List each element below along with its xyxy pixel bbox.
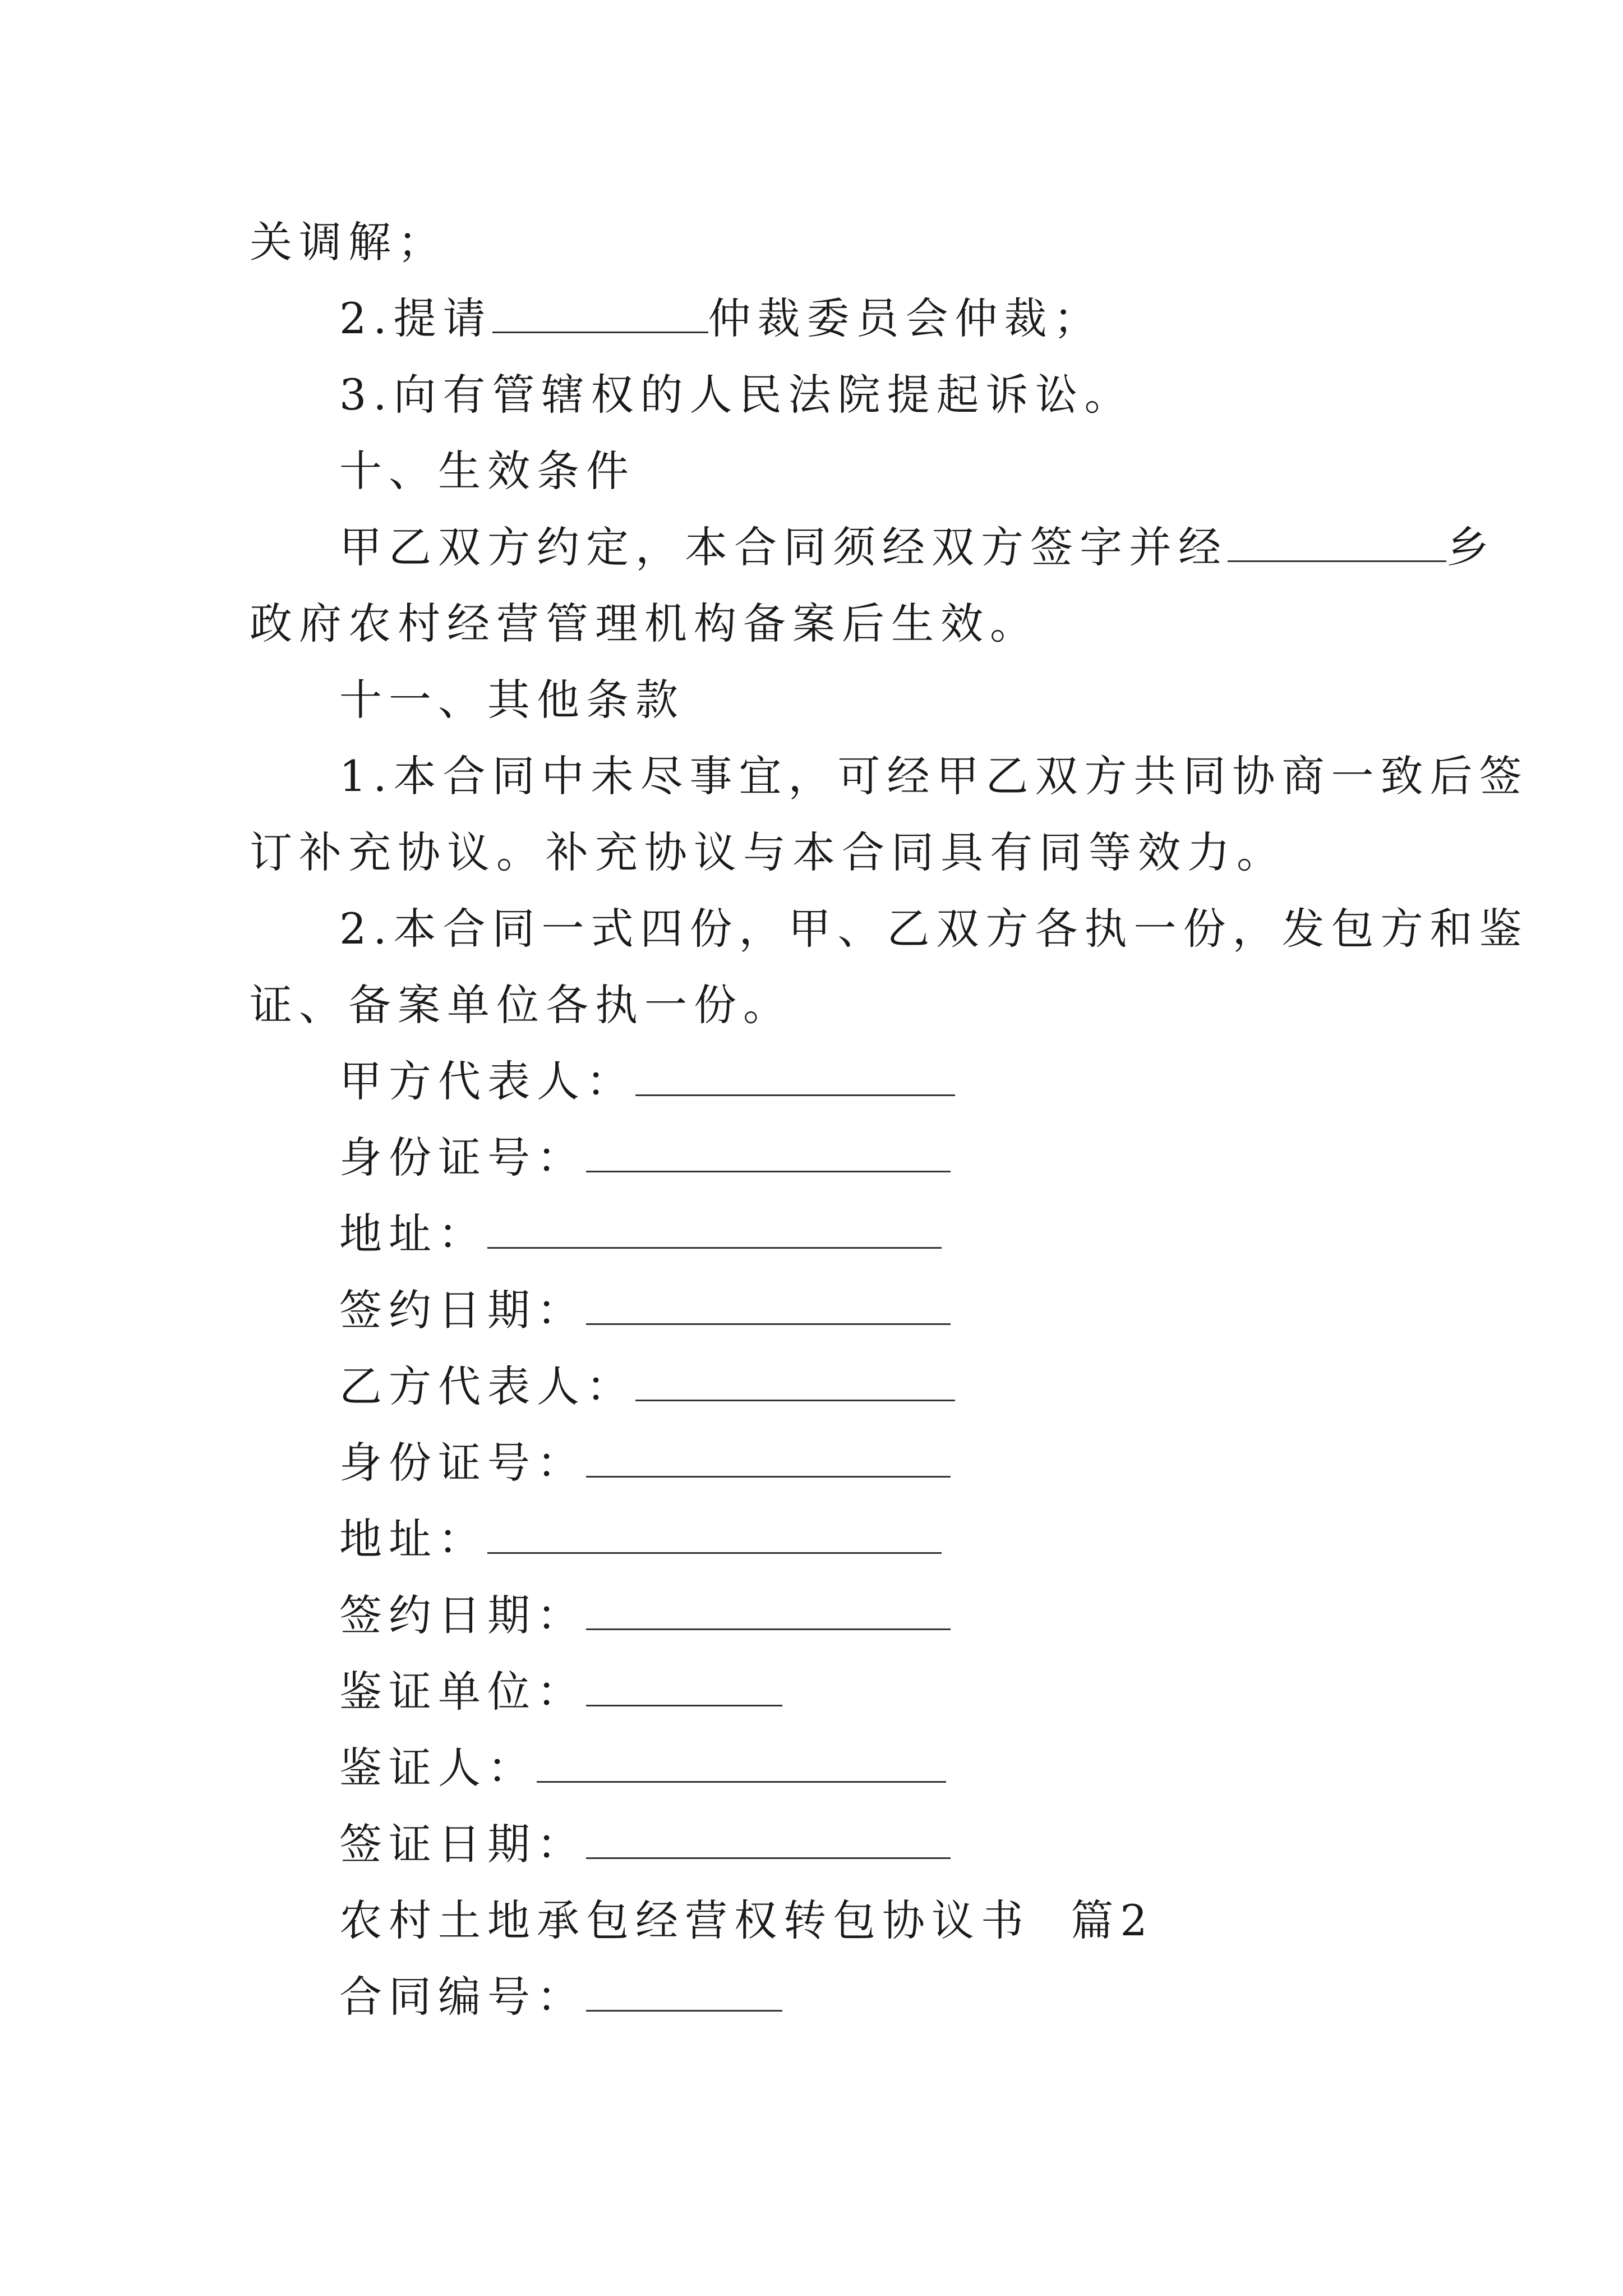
fill-in-blank[interactable] [586,1437,951,1478]
fill-in-blank[interactable] [492,292,708,333]
line-text: 订补充协议。补充协议与本合同具有同等效力。 [250,827,1286,877]
line-text: 十、生效条件 [339,446,635,496]
signature-field [339,1588,951,1644]
line-text: 仲裁委员会仲裁； [708,293,1103,343]
document-title [339,1893,1154,1949]
line-text: 3.向有管辖权的人民法院提起诉讼。 [339,370,1134,420]
signature-field [339,1206,942,1262]
fill-in-blank[interactable] [1228,521,1446,562]
text-line [250,825,1286,881]
line-text: 2.本合同一式四份，甲、乙双方各执一份，发包方和鉴 [339,904,1529,954]
fill-in-blank[interactable] [635,1055,955,1096]
fill-in-blank[interactable] [586,1131,951,1172]
text-line [250,214,447,270]
text-line [339,519,1496,576]
section-heading [339,672,685,728]
fill-in-blank[interactable] [586,1284,951,1325]
line-text: 1.本合同中未尽事宜，可经甲乙双方共同协商一致后签 [339,751,1529,801]
text-line [250,977,792,1033]
line-text: 2.提请 [339,293,492,343]
field-label: 签约日期： [339,1590,586,1640]
field-label: 身份证号： [339,1438,586,1488]
fill-in-blank[interactable] [487,1513,942,1554]
field-label: 地址： [339,1209,487,1259]
text-line [339,901,1529,957]
signature-field [339,1740,946,1796]
signature-field [339,1130,951,1186]
fill-in-blank[interactable] [586,1971,782,2012]
line-text: 关调解； [250,217,447,267]
text-line [339,291,1103,347]
signature-field [339,1664,782,1720]
fill-in-blank[interactable] [487,1208,942,1249]
line-text: 乡 [1446,522,1496,572]
fill-in-blank[interactable] [635,1360,955,1401]
signature-field [339,1359,955,1415]
field-label: 签约日期： [339,1285,586,1335]
field-label: 身份证号： [339,1133,586,1182]
line-text: 证、备案单位各执一份。 [250,980,792,1030]
signature-field [339,1435,951,1491]
field-label: 鉴证单位： [339,1667,586,1717]
field-label: 甲方代表人： [339,1056,635,1106]
line-text: 十一、其他条款 [339,675,685,725]
contract-number-field [339,1969,782,2025]
fill-in-blank[interactable] [537,1742,946,1783]
line-text: 农村土地承包经营权转包协议书 篇2 [339,1895,1154,1945]
fill-in-blank[interactable] [586,1818,951,1859]
field-label: 地址： [339,1514,487,1564]
section-heading [339,443,635,499]
line-text: 甲乙双方约定，本合同须经双方签字并经 [339,522,1228,572]
signature-field [339,1053,955,1110]
text-line [339,367,1134,423]
line-text: 政府农村经营管理机构备案后生效。 [250,599,1039,648]
text-line [339,748,1529,804]
field-label: 合同编号： [339,1972,586,2022]
field-label: 鉴证人： [339,1743,537,1793]
fill-in-blank[interactable] [586,1589,951,1630]
field-label: 签证日期： [339,1819,586,1869]
text-line [250,596,1039,652]
fill-in-blank[interactable] [586,1665,782,1706]
signature-field [339,1282,951,1338]
signature-field [339,1511,942,1567]
signature-field [339,1816,951,1872]
field-label: 乙方代表人： [339,1361,635,1411]
